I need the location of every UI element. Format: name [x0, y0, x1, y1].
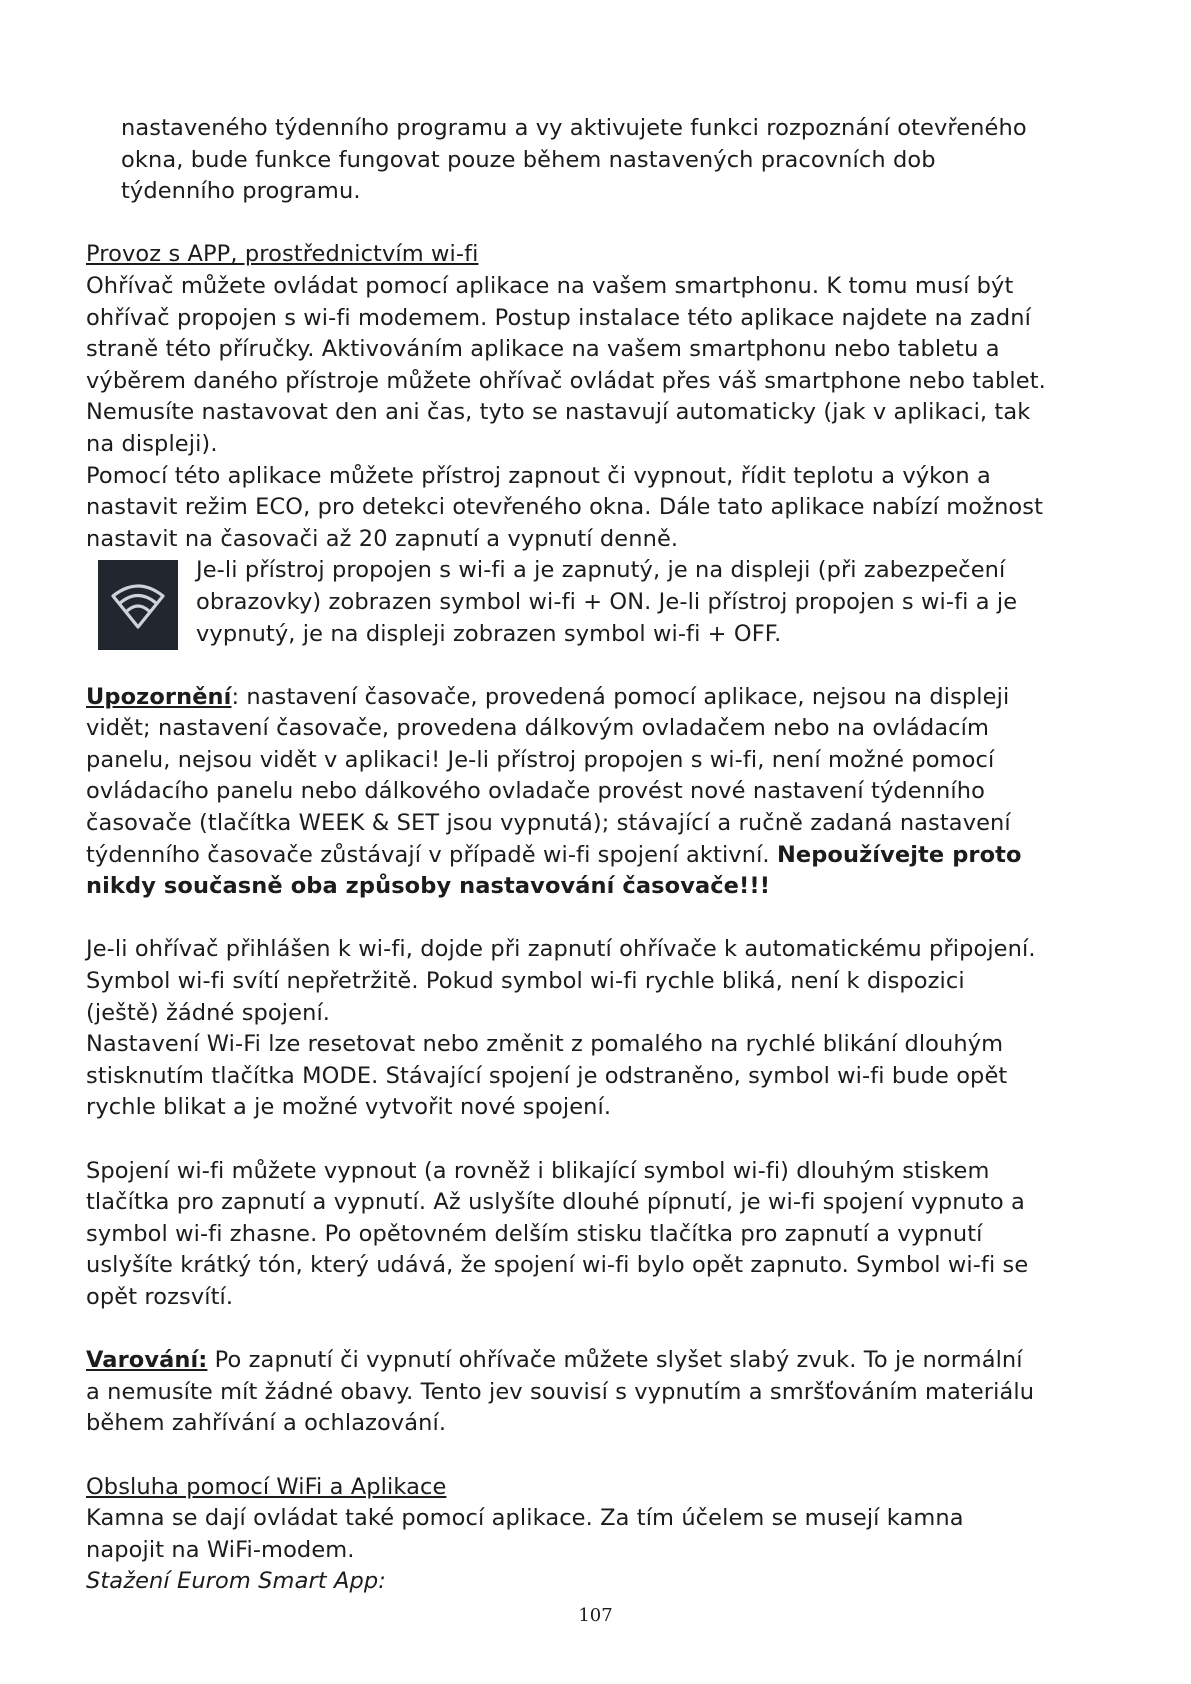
- app-section-heading: Provoz s APP, prostřednictvím wi-fi: [86, 241, 479, 268]
- caution-label: Varování:: [86, 1347, 208, 1374]
- document-body: [86, 113, 1126, 1598]
- wifi-note-text: Je-li přístroj propojen s wi-fi a je zapnutý, je na displeji (při zabezpečení obrazovky) zobrazen symbol wi-fi + ON. Je-li přístroj propojen s wi-fi a je vypnutý, je na displeji zobrazen symbol wi-fi + OFF.: [196, 557, 1018, 647]
- connection-paragraph-1: Je-li ohřívač přihlášen k wi-fi, dojde při zapnutí ohřívače k automatickému připojení. Symbol wi-fi svítí nepřetržitě. Pokud symbol wi-fi rychle bliká, není k dispozici (ještě) žádné spojení.: [86, 936, 1036, 1026]
- caution-paragraph: Varování: Po zapnutí či vypnutí ohřívače můžete slyšet slabý zvuk. To je normální a nemusíte mít žádné obavy. Tento jev souvisí s vypnutím a smršťováním materiálu během zahřívání a ochlazování.: [86, 1347, 1035, 1437]
- download-label: Stažení Eurom Smart App:: [86, 1568, 386, 1595]
- app-paragraph-2: Pomocí této aplikace můžete přístroj zapnout či vypnout, řídit teplotu a výkon a nastavit režim ECO, pro detekci otevřeného okna. Dále tato aplikace nabízí možnost nastavit na časovači až 20 zapnutí a vypnutí denně.: [86, 462, 1044, 552]
- wifi-status-note: [86, 555, 1126, 650]
- connection-paragraph-2: Nastavení Wi-Fi lze resetovat nebo změnit z pomalého na rychlé blikání dlouhým stisknutím tlačítka MODE. Stávající spojení je odstraněno, symbol wi-fi bude opět rychle blikat a je možné vytvořit nové spojení.: [86, 1031, 1008, 1121]
- app-paragraph-1: Ohřívač můžete ovládat pomocí aplikace na vašem smartphonu. K tomu musí být ohřívač propojen s wi-fi modemem. Postup instalace této aplikace najdete na zadní straně této příručky. Aktivováním aplikace na vašem smartphonu nebo tabletu a výběrem daného přístroje můžete ohřívač ovládat přes váš smartphone nebo tablet. Nemusíte nastavovat den ani čas, tyto se nastavují automaticky (jak v aplikaci, tak na displeji).: [86, 272, 1046, 457]
- warning-paragraph: Upozornění: nastavení časovače, provedená pomocí aplikace, nejsou na displeji vidět; nastavení časovače, provedena dálkovým ovladačem nebo na ovládacím panelu, nejsou vidět v aplikaci! Je-li přístroj propojen s wi-fi, není možné pomocí ovládacího panelu nebo dálkového ovladače provést nové nastavení týdenního časovače (tlačítka WEEK & SET jsou vypnutá); stávající a ručně zadaná nastavení týdenního časovače zůstávají v případě wi-fi spojení aktivní. Nepoužívejte proto nikdy současně oba způsoby nastavování časovače!!!: [86, 683, 1022, 900]
- warning-emphasis-2: nikdy současně oba způsoby nastavování časovače!!!: [86, 873, 771, 900]
- wifi-app-paragraph: Kamna se dají ovládat také pomocí aplikace. Za tím účelem se musejí kamna napojit na WiFi-modem.: [86, 1505, 964, 1563]
- warning-label: Upozornění: [86, 683, 232, 710]
- wifi-app-heading: Obsluha pomocí WiFi a Aplikace: [86, 1473, 447, 1500]
- wifi-icon: [98, 560, 178, 650]
- warning-emphasis: Nepoužívejte proto: [776, 841, 1022, 868]
- connection-paragraph-3: Spojení wi-fi můžete vypnout (a rovněž i blikající symbol wi-fi) dlouhým stiskem tlačítka pro zapnutí a vypnutí. Až uslyšíte dlouhé pípnutí, je wi-fi spojení vypnuto a symbol wi-fi zhasne. Po opětovném delším stisku tlačítka pro zapnutí a vypnutí uslyšíte krátký tón, který udává, že spojení wi-fi bylo opět zapnuto. Symbol wi-fi se opět rozsvítí.: [86, 1157, 1029, 1310]
- page-number: 107: [578, 1605, 613, 1626]
- intro-paragraph: nastaveného týdenního programu a vy aktivujete funkci rozpoznání otevřeného okna, bude funkce fungovat pouze během nastavených pracovních dob týdenního programu.: [121, 115, 1027, 205]
